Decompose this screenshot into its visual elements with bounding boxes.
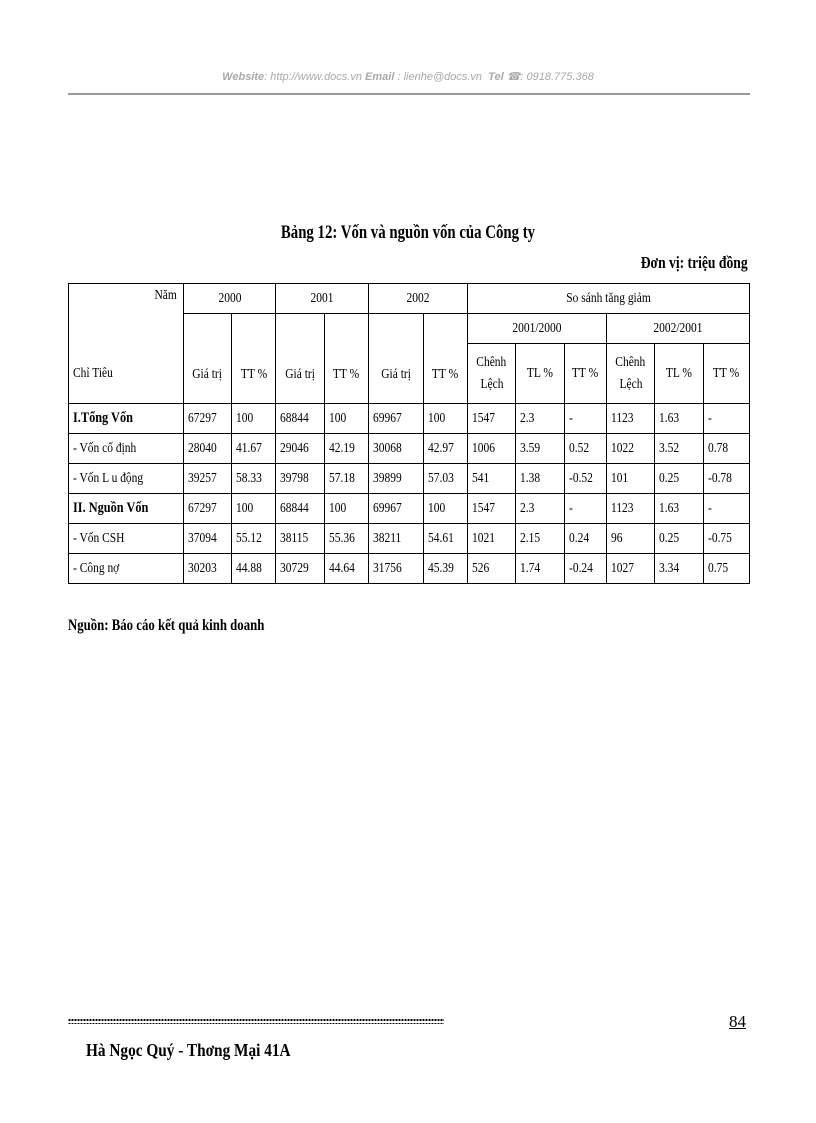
tel-value: : 0918.775.368	[520, 71, 594, 83]
gia-tri-2001: Giá trị	[276, 314, 324, 404]
table-row	[69, 434, 750, 464]
row-label: II. Nguồn Vốn	[69, 494, 184, 524]
email-label: Email	[365, 71, 395, 83]
table-cell: 44.88	[232, 554, 276, 584]
table-cell: 29046	[276, 434, 324, 464]
source-note: Nguồn: Báo cáo kết quả kinh doanh	[68, 617, 265, 634]
table-cell: 42.19	[324, 434, 368, 464]
table-cell: 100	[232, 494, 276, 524]
row-label: - Vốn L u động	[69, 464, 184, 494]
table-cell: 101	[606, 464, 654, 494]
table-cell: 0.78	[703, 434, 749, 464]
table-cell: 55.12	[232, 524, 276, 554]
table-cell: 100	[324, 404, 368, 434]
table-cell: 54.61	[423, 524, 467, 554]
table-cell: 41.67	[232, 434, 276, 464]
table-cell: 3.52	[655, 434, 703, 464]
table-cell: 30068	[369, 434, 423, 464]
year-2002: 2002	[369, 284, 468, 314]
table-cell: 1.63	[655, 494, 703, 524]
table-cell: 31756	[369, 554, 423, 584]
gia-tri-2000: Giá trị	[183, 314, 231, 404]
phone-icon: ☎	[506, 71, 521, 83]
chitieu-label: Chỉ Tiêu	[73, 366, 113, 381]
table-cell: 100	[423, 494, 467, 524]
table-cell: 100	[232, 404, 276, 434]
table-row	[69, 494, 750, 524]
table-row	[69, 524, 750, 554]
tl-1: TL %	[516, 344, 564, 404]
row-label: I.Tổng Vốn	[69, 404, 184, 434]
table-cell: 2.3	[516, 404, 564, 434]
table-cell: 1547	[467, 404, 515, 434]
table-cell: 1547	[467, 494, 515, 524]
table-cell: 45.39	[423, 554, 467, 584]
footer-dotted-line	[68, 1018, 444, 1024]
table-cell: 1123	[606, 404, 654, 434]
chenh-lech-1: Chênh Lệch	[467, 344, 515, 404]
table-cell: 37094	[183, 524, 231, 554]
table-cell: 3.34	[655, 554, 703, 584]
table-cell: 0.52	[564, 434, 606, 464]
table-cell: 44.64	[324, 554, 368, 584]
page-number: 84	[729, 1012, 746, 1031]
row-label: - Vốn cố định	[69, 434, 184, 464]
table-cell: -0.52	[564, 464, 606, 494]
table-title: Bảng 12: Vốn và nguồn vốn của Công ty	[280, 222, 536, 243]
table-cell: -	[564, 404, 606, 434]
table-cell: -0.75	[703, 524, 749, 554]
table-cell: 2.15	[516, 524, 564, 554]
table-cell: 0.24	[564, 524, 606, 554]
period-2002-2001: 2002/2001	[606, 314, 749, 344]
table-cell: 67297	[183, 404, 231, 434]
table-cell: 1021	[467, 524, 515, 554]
row-label: - Công nợ	[69, 554, 184, 584]
table-cell: 28040	[183, 434, 231, 464]
table-cell: 57.18	[324, 464, 368, 494]
table-cell: 30729	[276, 554, 324, 584]
table-cell: 67297	[183, 494, 231, 524]
email-value[interactable]: : lienhe@docs.vn	[397, 71, 483, 83]
table-cell: -	[703, 404, 749, 434]
tel-label: Tel	[488, 71, 504, 83]
table-cell: 1123	[606, 494, 654, 524]
corner-cell	[69, 284, 184, 404]
header-divider	[68, 93, 750, 95]
tt-2000: TT %	[232, 314, 276, 404]
website-label: Website	[222, 71, 265, 83]
table-body	[69, 404, 750, 584]
table-cell: 68844	[276, 404, 324, 434]
table-cell: 39257	[183, 464, 231, 494]
table-cell: 3.59	[516, 434, 564, 464]
table-cell: 541	[467, 464, 515, 494]
table-cell: 1027	[606, 554, 654, 584]
unit-label: Đơn vị: triệu đồng	[641, 253, 748, 272]
gia-tri-2002: Giá trị	[369, 314, 423, 404]
row-label: - Vốn CSH	[69, 524, 184, 554]
author-footer: Hà Ngọc Quý - Thơng Mại 41A	[86, 1040, 291, 1060]
table-cell: -	[564, 494, 606, 524]
table-cell: 38211	[369, 524, 423, 554]
table-cell: 1006	[467, 434, 515, 464]
table-cell: 69967	[369, 404, 423, 434]
tt-2001: TT %	[324, 314, 368, 404]
table-cell: 100	[324, 494, 368, 524]
year-2000: 2000	[183, 284, 276, 314]
year-2001: 2001	[276, 284, 369, 314]
page-header	[0, 70, 816, 83]
table-cell: 68844	[276, 494, 324, 524]
table-cell: 526	[467, 554, 515, 584]
table-cell: 58.33	[232, 464, 276, 494]
website-value[interactable]: : http://www.docs.vn	[264, 71, 362, 83]
table-cell: 100	[423, 404, 467, 434]
tt-1: TT %	[564, 344, 606, 404]
table-row	[69, 554, 750, 584]
nam-label: Năm	[154, 288, 177, 303]
tl-2: TL %	[655, 344, 703, 404]
table-row	[69, 404, 750, 434]
chenh-lech-2: Chênh Lệch	[606, 344, 654, 404]
table-row	[69, 464, 750, 494]
table-cell: -	[703, 494, 749, 524]
table-cell: 1022	[606, 434, 654, 464]
table-cell: 69967	[369, 494, 423, 524]
period-2001-2000: 2001/2000	[467, 314, 606, 344]
table-cell: 0.75	[703, 554, 749, 584]
table-cell: 39798	[276, 464, 324, 494]
table-cell: 1.74	[516, 554, 564, 584]
table-cell: 38115	[276, 524, 324, 554]
table-cell: 96	[606, 524, 654, 554]
table-cell: 57.03	[423, 464, 467, 494]
table-cell: -0.24	[564, 554, 606, 584]
table-cell: 39899	[369, 464, 423, 494]
compare-header: So sánh tăng giảm	[467, 284, 749, 314]
tt-2: TT %	[703, 344, 749, 404]
table-cell: -0.78	[703, 464, 749, 494]
table-cell: 2.3	[516, 494, 564, 524]
table-cell: 0.25	[655, 524, 703, 554]
table-cell: 1.38	[516, 464, 564, 494]
table-cell: 0.25	[655, 464, 703, 494]
table-cell: 42.97	[423, 434, 467, 464]
header-row-years	[69, 284, 750, 314]
capital-table	[68, 283, 750, 584]
table-cell: 30203	[183, 554, 231, 584]
table-cell: 55.36	[324, 524, 368, 554]
tt-2002: TT %	[423, 314, 467, 404]
table-cell: 1.63	[655, 404, 703, 434]
